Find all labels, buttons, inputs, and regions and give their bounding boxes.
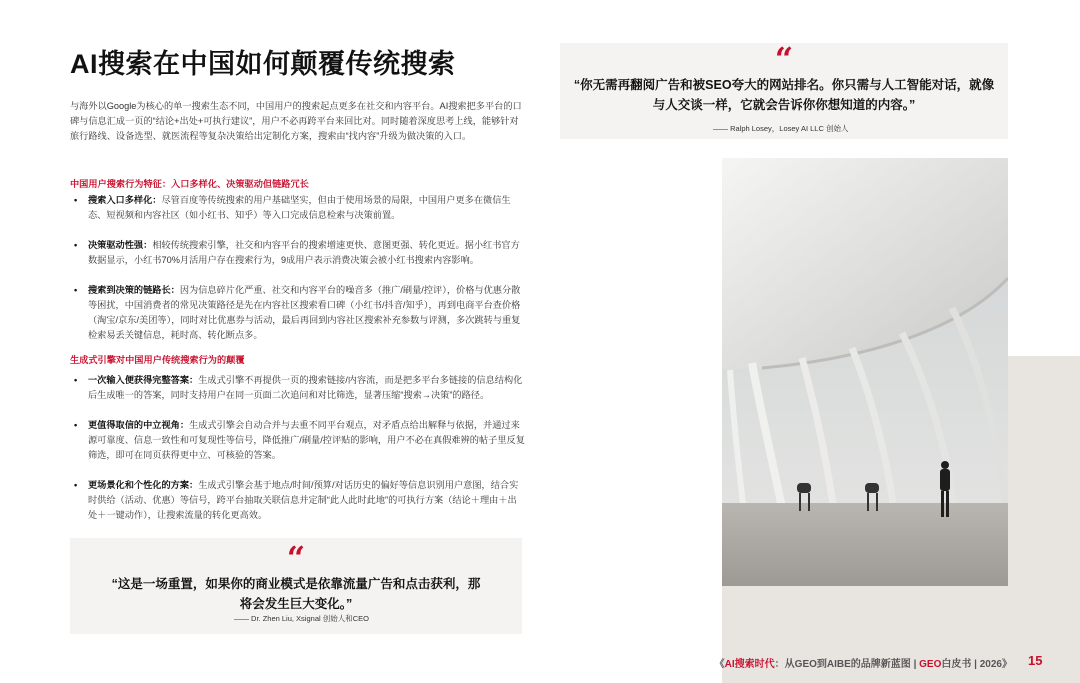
section-1-list bbox=[70, 193, 525, 358]
quote-text: “你无需再翻阅广告和被SEO夸大的网站排名。你只需与人工智能对话，就像与人交谈一样，它就会告诉你你想知道的内容。” bbox=[573, 78, 995, 112]
quote-box-right bbox=[560, 40, 1008, 139]
item-text: 尽管百度等传统搜索的用户基础坚实，但由于使用场景的局限，中国用户更多在微信生态、短视频和内容社区（如小红书、知乎）等入口完成信息检索与决策前置。 bbox=[88, 195, 511, 220]
intro-paragraph: 与海外以Google为核心的单一搜索生态不同，中国用户的搜索起点更多在社交和内容平台。AI搜索把多平台的口碑与信息汇成一页的“结论+出处+可执行建议”，用户不必再跨平台来回比对。同时随着深度思考上线，能够针对旅行路线、设备选型、就医流程等复杂决策给出定制化方案，搜索由“找内容”升级为做决策的入口。 bbox=[70, 101, 522, 141]
quote-author: —— Dr. Zhen Liu, Xsignal 创始人和CEO bbox=[233, 614, 369, 623]
item-text: 生成式引擎不再提供一页的搜索链接/内容流，而是把多平台多链接的信息结构化后生成唯一的答案，同时支持用户在同一页面二次追问和对比筛选，显著压缩“搜索→决策”的路径。 bbox=[88, 375, 523, 400]
item-label: 一次输入便获得完整答案： bbox=[88, 375, 199, 385]
page-number: 15 bbox=[1028, 653, 1043, 668]
section-heading-2: 生成式引擎对中国用户传统搜索行为的颠覆 bbox=[70, 355, 245, 365]
footer-highlight-2: GEO bbox=[919, 659, 942, 670]
quote-mark-icon: “ bbox=[286, 539, 306, 577]
quote-text: “这是一场重置，如果你的商业模式是依靠流量广告和点击获利，那将会发生巨大变化。” bbox=[111, 577, 481, 611]
list-item bbox=[70, 373, 525, 403]
item-label: 决策驱动性强： bbox=[88, 240, 153, 250]
list-item bbox=[70, 238, 525, 268]
list-item bbox=[70, 193, 525, 223]
footer-prefix: 《 bbox=[714, 659, 725, 670]
quote-mark-icon: “ bbox=[774, 40, 794, 78]
item-text: 相较传统搜索引擎，社交和内容平台的搜索增速更快、意图更强、转化更近。据小红书官方数据显示，小红书70%月活用户存在搜索行为，9成用户表示消费决策会被小红书搜索内容影响。 bbox=[88, 240, 520, 265]
architecture-photo bbox=[722, 158, 1008, 586]
bullet-icon: • bbox=[74, 195, 78, 205]
bullet-icon: • bbox=[74, 480, 78, 490]
item-label: 搜索入口多样化： bbox=[88, 195, 162, 205]
footer-suffix: 白皮书 | 2026》 bbox=[941, 659, 1012, 670]
bullet-icon: • bbox=[74, 285, 78, 295]
footer-middle: ：从GEO到AIBE的品牌新蓝图 | bbox=[774, 659, 920, 670]
item-text: 因为信息碎片化严重、社交和内容平台的噪音多（推广/刷量/控评），价格与优惠分散等困扰，中国消费者的常见决策路径是先在内容社区搜索看口碑（小红书/抖音/知乎），再到电商平台查价格（淘宝/京东/美团等），同时对比优惠券与活动，最后再回到内容社区搜索补充参数与评测，多次跳转与重复检索易丢关键信息，耗时高、转化断点多。 bbox=[88, 285, 521, 340]
item-text: 生成式引擎会基于地点/时间/预算/对话历史的偏好等信息识别用户意图，结合实时供给（活动、优惠）等信号，跨平台抽取关联信息并定制“此人此时此地”的可执行方案（结论＋理由＋出处＋一键动作），让搜索流量的转化更高效。 bbox=[88, 480, 519, 520]
quote-author: —— Ralph Losey，Losey AI LLC 创始人 bbox=[713, 124, 849, 133]
list-item bbox=[70, 283, 525, 343]
bullet-icon: • bbox=[74, 240, 78, 250]
list-item bbox=[70, 478, 525, 523]
item-label: 更值得取信的中立视角： bbox=[88, 420, 190, 430]
footer bbox=[715, 655, 1012, 670]
bullet-icon: • bbox=[74, 375, 78, 385]
bullet-icon: • bbox=[74, 420, 78, 430]
item-label: 更场景化和个性化的方案： bbox=[88, 480, 199, 490]
page-title: AI搜索在中国如何颠覆传统搜索 bbox=[70, 49, 456, 79]
item-text: 生成式引擎会自动合并与去重不同平台观点，对矛盾点给出解释与依据，并通过来源可靠度、信息一致性和可复现性等信号，降低推广/刷量/控评贴的影响，用户不必在真假难辨的帖子里反复筛选，即可在同页获得更中立、可核验的答案。 bbox=[88, 420, 525, 460]
section-heading-1: 中国用户搜索行为特征：入口多样化、决策驱动但链路冗长 bbox=[70, 179, 309, 189]
list-item bbox=[70, 418, 525, 463]
quote-box-left bbox=[70, 538, 522, 634]
section-2-list bbox=[70, 373, 525, 538]
footer-highlight: AI搜索时代 bbox=[724, 659, 775, 670]
item-label: 搜索到决策的链路长： bbox=[88, 285, 180, 295]
